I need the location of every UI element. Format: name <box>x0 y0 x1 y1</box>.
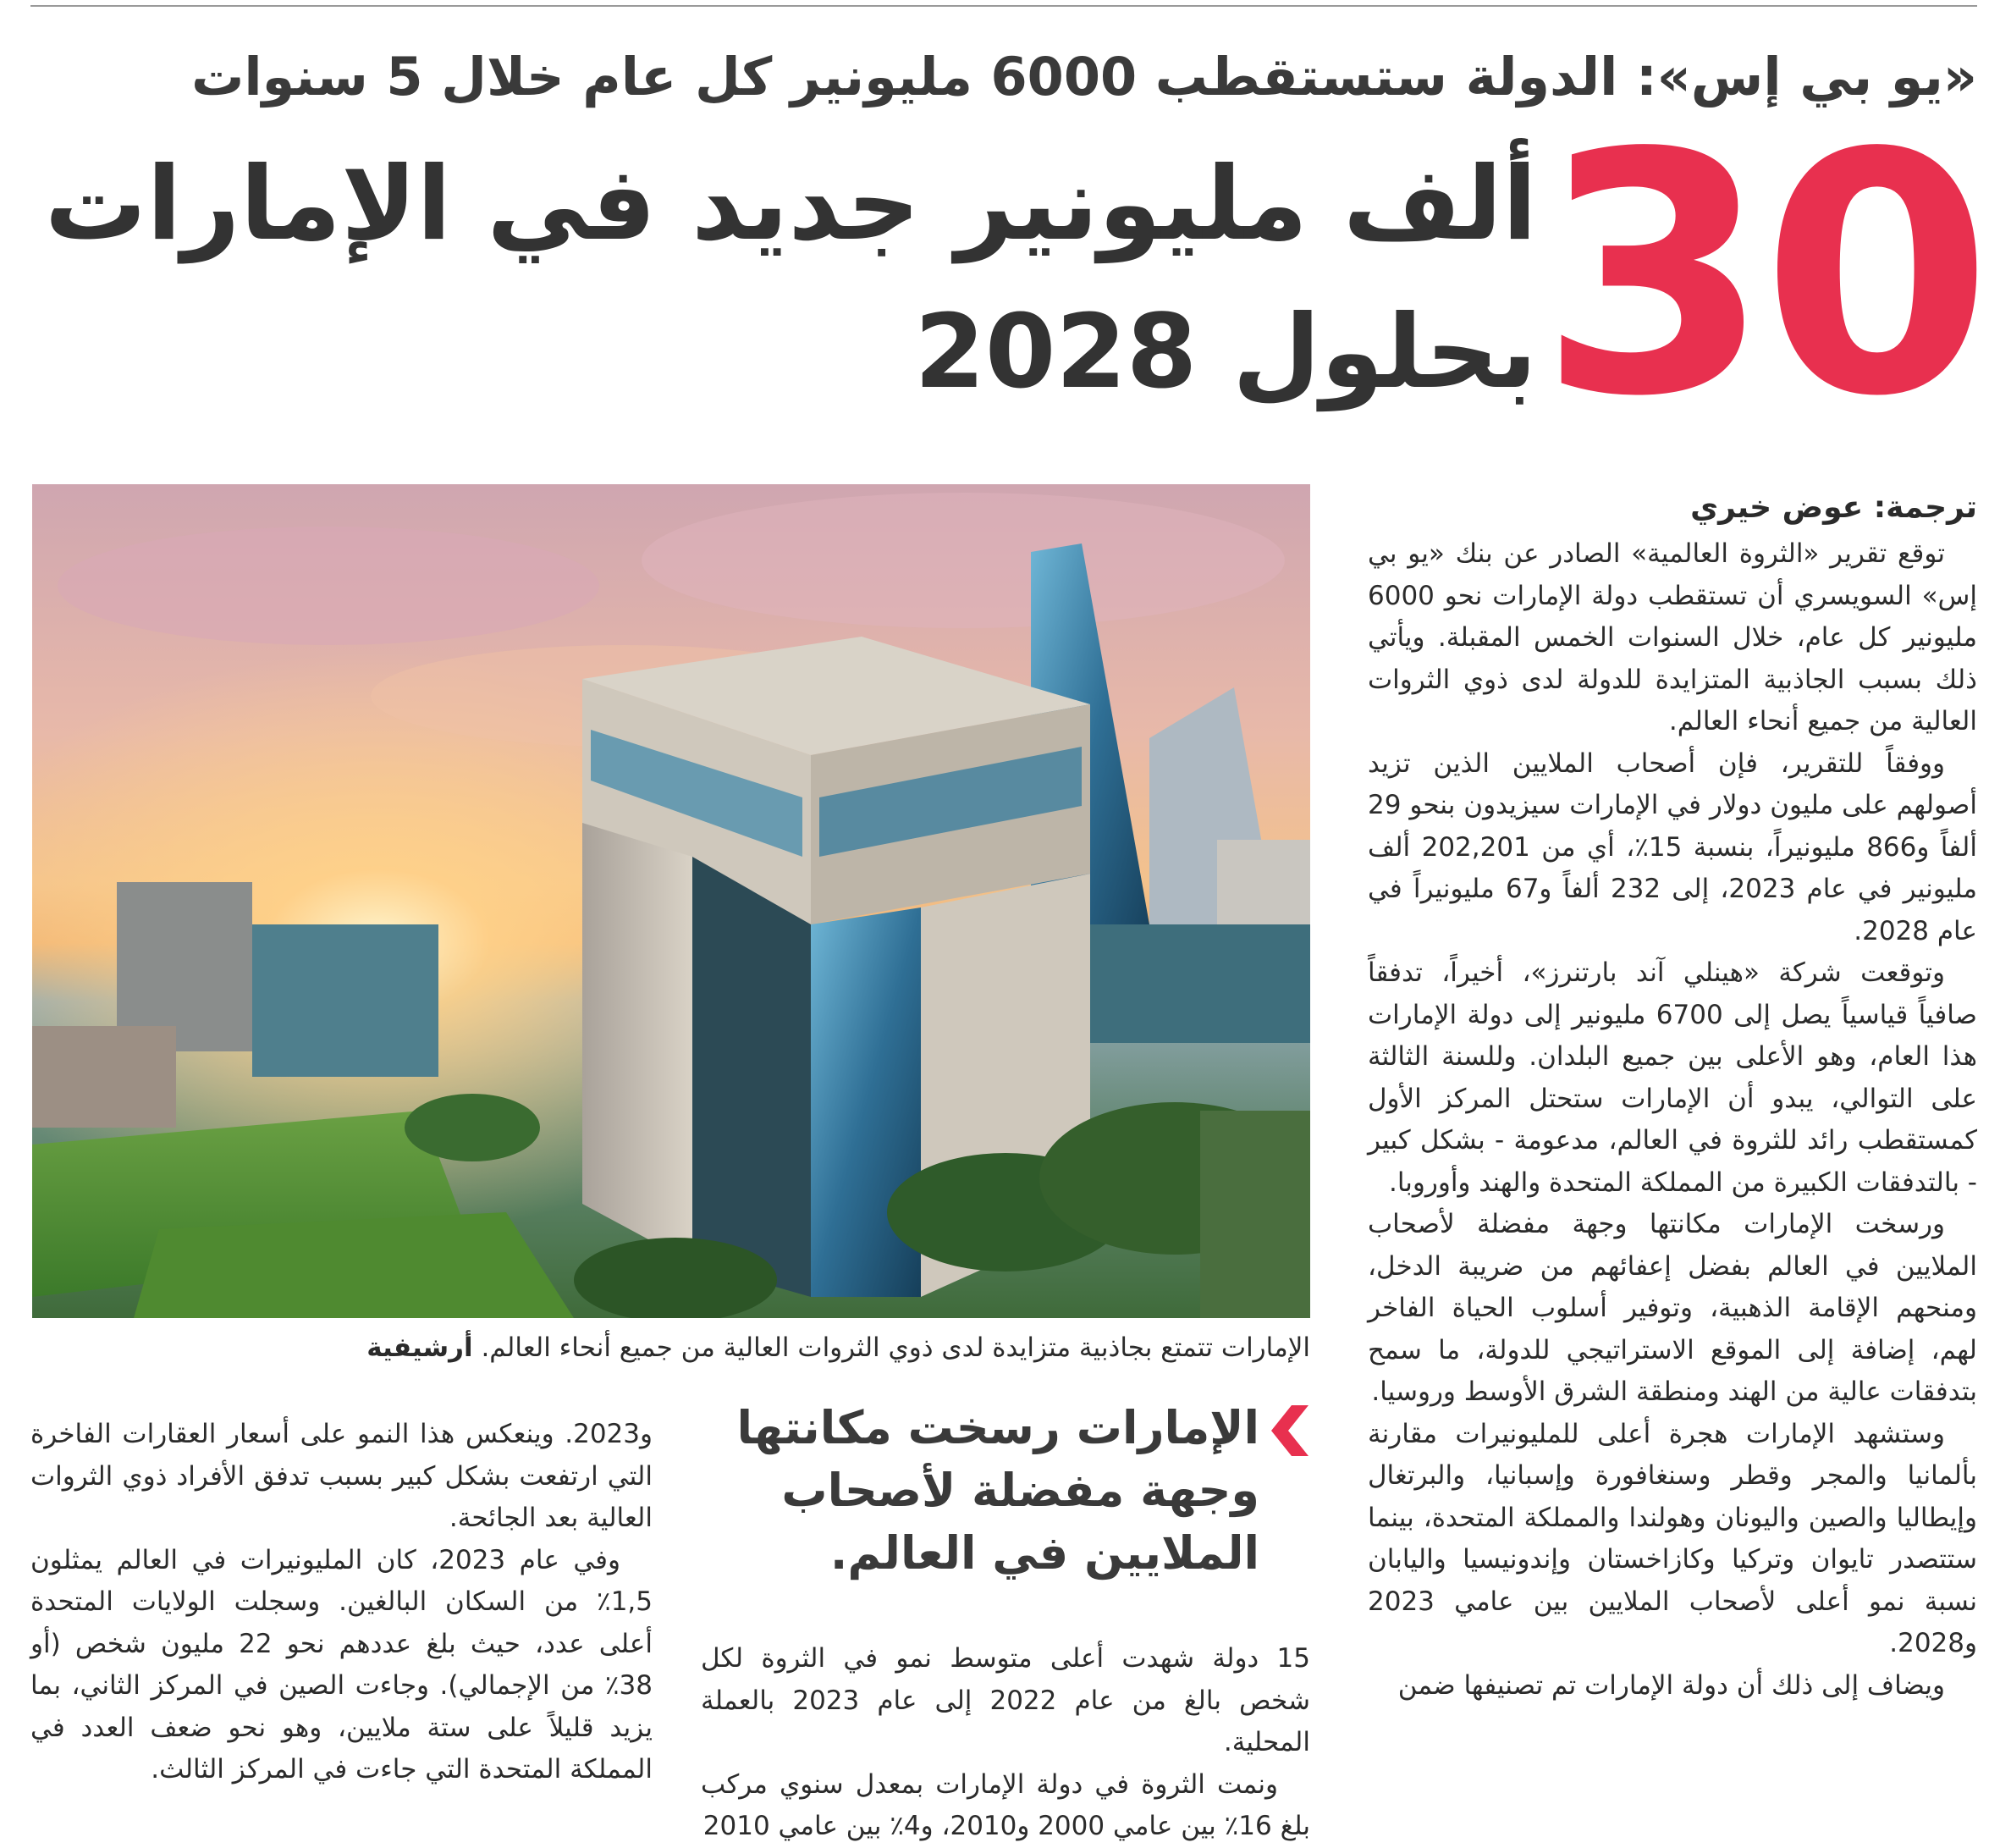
paragraph: ورسخت الإمارات مكانتها وجهة مفضلة لأصحاب الملايين في العالم بفضل إعفائهم من ضريبة الدخل، ومنحهم الإقامة الذهبية، وتوفير أسلوب الحياة الفاخر لهم، إضافة إلى الموقع الاستراتيجي للدولة، ما سمح بتدفقات عالية من الهند ومنطقة الشرق الأوسط وروسيا. <box>1368 1209 1977 1407</box>
paragraph: 15 دولة شهدت أعلى متوسط نمو في الثروة لكل شخص بالغ من عام 2022 إلى عام 2023 بالعملة المحلية. <box>701 1643 1310 1757</box>
paragraph: ويضاف إلى ذلك أن دولة الإمارات تم تصنيفها ضمن <box>1397 1669 1945 1701</box>
article-photo <box>32 484 1310 1318</box>
headline-number: 30 <box>1539 83 1984 469</box>
caption-credit: أرشيفية <box>366 1332 473 1363</box>
paragraph: وتوقعت شركة «هينلي آند بارتنرز»، أخيراً، تدفقاً صافياً قياسياً يصل إلى 6700 مليونير إلى دولة الإمارات هذا العام، وهو الأعلى بين جميع البلدان. وللسنة الثالثة على التوالي، يبدو أن الإمارات ستحتل المركز الأول كمستقطب رائد للثروة في العالم، مدعومة - بشكل كبير - بالتدفقات الكبيرة من المملكة المتحدة والهند وأوروبا. <box>1368 957 1977 1198</box>
paragraph: وستشهد الإمارات هجرة أعلى للمليونيرات مقارنة بألمانيا والمجر وقطر وسنغافورة وإسبانيا، والبرتغال وإيطاليا والصين واليونان وهولندا والمملكة المتحدة، بينما ستتصدر تايوان وتركيا وكازاخستان وإندونيسيا واليابان نسبة نمو أعلى لأصحاب الملايين بين عامي 2023 و2028. <box>1368 1418 1977 1658</box>
paragraph: وفي عام 2023، كان المليونيرات في العالم يمثلون 1,5٪ من السكان البالغين. وسجلت الولايات المتحدة أعلى عدد، حيث بلغ عددهم نحو 22 مليون شخص (أو 38٪ من الإجمالي). وجاءت الصين في المركز الثاني، بما يزيد قليلاً على ستة ملايين، وهو نحو ضعف العدد في المملكة المتحدة التي جاءت في المركز الثالث. <box>30 1544 653 1785</box>
paragraph: ونمت الثروة في دولة الإمارات بمعدل سنوي مركب بلغ 16٪ بين عامي 2000 و2010، و4٪ بين عامي 2010 <box>701 1768 1310 1841</box>
headline-line-1: ألف مليونير جديد في الإمارات <box>44 146 1537 263</box>
byline: ترجمة: عوض خيري <box>1690 490 1977 525</box>
caption-text: الإمارات تتمتع بجاذبية متزايدة لدى ذوي الثروات العالية من جميع أنحاء العالم. <box>481 1332 1310 1363</box>
paragraph: توقع تقرير «الثروة العالمية» الصادر عن بنك «يو بي إس» السويسري أن تستقطب دولة الإمارات نحو 6000 مليونير كل عام، خلال السنوات الخمس المقبلة. ويأتي ذلك بسبب الجاذبية المتزايدة للدولة لدى ذوي الثروات العالية من جميع أنحاء العالم. <box>1368 538 1977 736</box>
article-column-left <box>30 1414 653 1791</box>
top-rule <box>30 5 1977 7</box>
article-column-right <box>1368 489 1977 1707</box>
pull-quote: الإمارات رسخت مكانتها وجهة مفضلة لأصحاب الملايين في العالم. <box>736 1401 1259 1580</box>
photo-caption <box>261 1329 1310 1366</box>
headline-line-2: بحلول 2028 <box>914 294 1537 411</box>
chevron-left-icon <box>1271 1405 1309 1456</box>
paragraph: ووفقاً للتقرير، فإن أصحاب الملايين الذين تزيد أصولهم على مليون دولار في الإمارات سيزيدون بنحو 29 ألفاً و866 مليونيراً، بنسبة 15٪، أي من 202,201 ألف مليونير في عام 2023، إلى 232 ألفاً و67 مليونيراً في عام 2028. <box>1368 747 1977 946</box>
paragraph: و2023. وينعكس هذا النمو على أسعار العقارات الفاخرة التي ارتفعت بشكل كبير بسبب تدفق الأفراد ذوي الثروات العالية بعد الجائحة. <box>30 1419 653 1533</box>
article-column-middle <box>701 1638 1310 1848</box>
kicker: «يو بي إس»: الدولة ستستقطب 6000 مليونير كل عام خلال 5 سنوات <box>191 46 1977 108</box>
